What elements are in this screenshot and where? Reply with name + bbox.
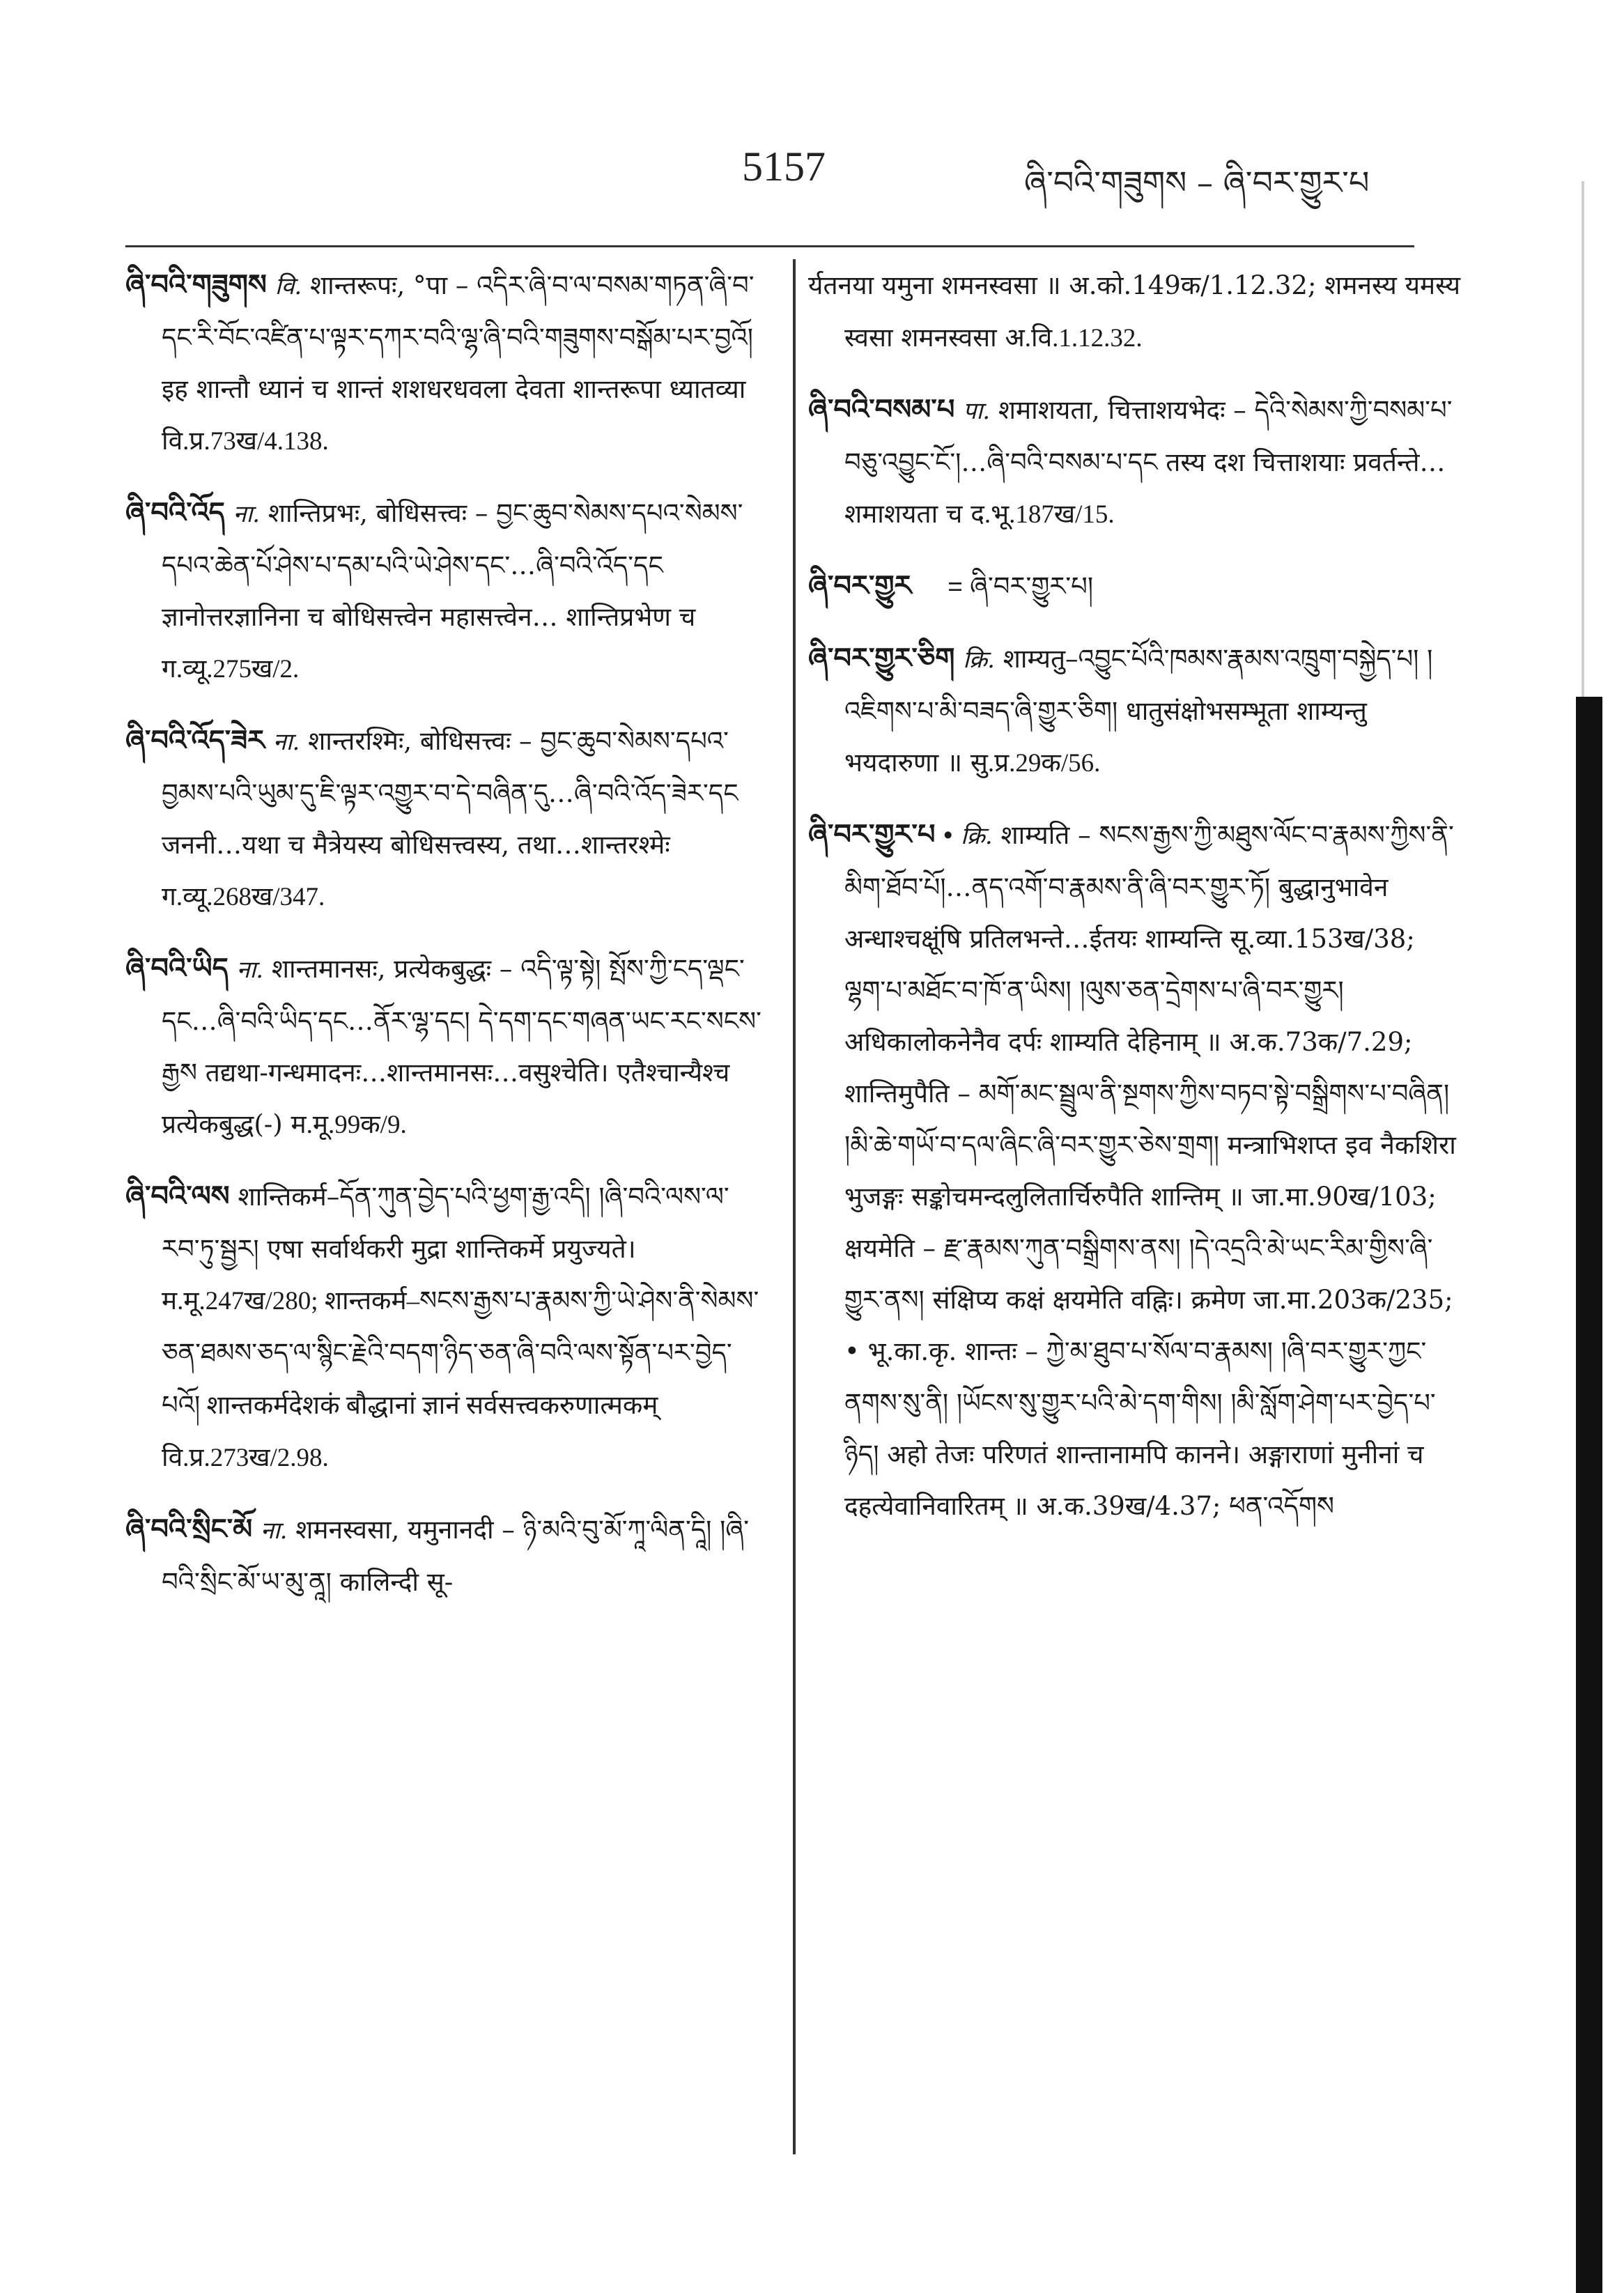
dictionary-entry-continued	[808, 259, 1463, 364]
entry-reference: द.भू.187ख/15.	[970, 500, 1115, 529]
entry-grammar: ना.	[236, 956, 264, 984]
right-column	[808, 259, 1463, 1552]
entry-headword: ཞི་བར་གྱུར་པ	[808, 818, 936, 851]
entry-bullet: •	[943, 821, 953, 849]
column-rule	[793, 259, 796, 2154]
dictionary-entry	[125, 715, 766, 923]
page-number: 5157	[742, 144, 826, 190]
header-rule	[125, 245, 1414, 247]
dictionary-entry	[125, 943, 766, 1151]
entry-reference: अ.वि.1.12.32.	[1005, 324, 1143, 353]
entry-headword: ཞི་བའི་བསམ་པ	[808, 393, 955, 426]
dictionary-entry	[808, 633, 1463, 789]
dictionary-entry	[125, 259, 766, 468]
entry-headword: ཞི་བའི་གཟུགས	[125, 268, 267, 301]
entry-body: शान्तिप्रभः, बोधिसत्त्वः – བྱང་ཆུབ་སེམས་དཔའ་སེམས་དཔའ་ཆེན་པོ་ཤེས་པ་དམ་པའི་ཡེ་ཤེས་དང་…ཞི་བའི་འོད་དང ज्ञानोत्तरज्ञानिना च बोधिसत्त्वेन महासत्त्वेन… शान्तिप्रभेण च	[162, 498, 743, 632]
entry-body: शाम्यति – སངས་རྒྱས་ཀྱི་མཐུས་ལོང་བ་རྣམས་ཀྱིས་ནི་མིག་ཐོབ་པོ།…ནད་འགོ་བ་རྣམས་ནི་ཞི་བར་གྱུར་ཏོ། बुद्धानुभावेन अन्धाश्चक्षूंषि प्रतिलभन्ते…ईतयः शाम्यन्ति सू.व्या.153ख/38; ལྷག་པ་མཐོང་བ་ཁོ་ན་ཡིས། །ལུས་ཅན་དྲེགས་པ་ཞི་བར་གྱུར། अधिकालोकनेनैव दर्पः शाम्यति देहिनाम् ॥ अ.क.73क/7.29; शान्तिमुपैति – མགོ་མང་སྦྲུལ་ནི་སྔགས་ཀྱིས་བཏབ་སྟེ་བསྒྲིགས་པ་བཞིན། །མི་ཆེ་གཡོ་བ་དལ་ཞིང་ཞི་བར་གྱུར་ཅེས་གྲག། मन्त्राभिशप्त इव नैकशिरा भुजङ्गः सङ्कोचमन्दलुलितार्चिरुपैति शान्तिम् ॥ जा.मा.90ख/103; क्षयमेति – རྫ་རྣམས་ཀུན་བསྒྲིགས་ནས། །དེ་འདྲའི་མེ་ཡང་རིམ་གྱིས་ཞི་གྱུར་ནས། संक्षिप्य कक्षं क्षयमेति वह्निः। क्रमेण जा.मा.203क/235;	[844, 820, 1456, 1315]
entry-body: शान्तमानसः, प्रत्येकबुद्धः – འདི་ལྟ་སྟེ། སྤོས་ཀྱི་ངད་ལྡང་དང…ཞི་བའི་ཡིད་དང…ནོར་ལྷ་དང། དེ་དག་དང་གཞན་ཡང་རང་སངས་རྒྱས तद्यथा-गन्धमादनः…शान्तमानसः…वसुश्चेति। एतैश्चान्यैश्च प्रत्येकबुद्ध(-)	[162, 954, 761, 1139]
entry-grammar: ना.	[260, 1517, 288, 1545]
entry-body: = ཞི་བར་གྱུར་པ།	[948, 572, 1094, 601]
entry-grammar: वि.	[274, 272, 302, 300]
entry-grammar: ना.	[272, 728, 300, 756]
left-column	[125, 259, 766, 1628]
entry-reference: म.मू.99क/9.	[291, 1111, 407, 1139]
entry-headword: ཞི་བར་གྱུར་ཅིག	[808, 642, 955, 674]
entry-headword: ཞི་བའི་ཡིད	[125, 952, 229, 985]
dictionary-entry	[125, 1171, 766, 1484]
entry-body: शाम्यतु–འབྱུང་པོའི་ཁམས་རྣམས་འཁྲུག་བསྐྱེད་པ། །འཇིགས་པ་མི་བཟད་ཞི་གྱུར་ཅིག། धातुसंक्षोभसम्भूता शाम्यन्तु भयदारुणा ॥	[844, 644, 1433, 778]
entry-grammar: क्रि.	[963, 646, 995, 674]
entry-body: शमाशयता, चित्ताशयभेदः – དེའི་སེམས་ཀྱི་བསམ་པ་བཅུ་འབྱུང་ངོ་།…ཞི་བའི་བསམ་པ་དང तस्य दश चित्ताशयाः प्रवर्तन्ते…शमाशयता च	[844, 395, 1453, 529]
entry-headword: ཞི་བའི་འོད	[125, 496, 225, 529]
entry-grammar: क्रि.	[960, 822, 993, 850]
entry-body: शमनस्वसा, यमुनानदी – ཉི་མའི་བུ་མོ་ཀཱ་ལིན་དཱི། །ཞི་བའི་སྲིང་མོ་ཡ་མུ་ནཱ། कालिन्दी सू-	[162, 1515, 750, 1597]
dictionary-entry	[808, 384, 1463, 541]
running-head: ཞི་བའི་གཟུགས – ཞི་བར་གྱུར་པ	[1024, 164, 1370, 201]
entry-grammar: पा.	[963, 397, 991, 425]
entry-body: शान्तरश्मिः, बोधिसत्त्वः – བྱང་ཆུབ་སེམས་དཔའ་བྱམས་པའི་ཡུམ་དུ་ཇི་ལྟར་འགྱུར་བ་དེ་བཞིན་དུ…ཞི་བའི་འོད་ཟེར་དང जननी…यथा च मैत्रेयस्य बोधिसत्त्वस्य, तथा…शान्तरश्मेः	[162, 726, 738, 860]
entry-reference: वि.प्र.73ख/4.138.	[162, 427, 329, 456]
entry-reference: ग.व्यू.275ख/2.	[162, 655, 300, 684]
entry-headword: ཞི་བར་གྱུར	[808, 569, 912, 602]
entry-headword: ཞི་བའི་འོད་ཟེར	[125, 724, 265, 757]
page-edge-bar	[1576, 697, 1602, 2293]
entry-reference: सु.प्र.29क/56.	[970, 749, 1101, 778]
dictionary-entry	[125, 487, 766, 695]
entry-body: शान्तिकर्म–དོན་ཀུན་བྱེད་པའི་ཕྱག་རྒྱ་འདི། །ཞི་བའི་ལས་ལ་རབ་ཏུ་སྦྱར། एषा सर्वार्थकरी मुद्रा शान्तिकर्मे प्रयुज्यते।	[162, 1182, 729, 1264]
dictionary-entry	[808, 809, 1463, 1532]
entry-headword: ཞི་བའི་སྲིང་མོ	[125, 1513, 253, 1545]
entry-grammar: ना.	[233, 500, 261, 528]
entry-reference: म.मू.247ख/280; शान्तकर्म–སངས་རྒྱས་པ་རྣམས་ཀྱི་ཡེ་ཤེས་ནི་སེམས་ཅན་ཐམས་ཅད་ལ་སྙིང་རྗེའི་བདག་ཉིད་ཅན་ཞི་བའི་ལས་སྟོན་པར་བྱེད་པའོ། शान्तकर्मदेशकं बौद्धानां ज्ञानं सर्वसत्त्वकरुणात्मकम् वि.प्र.273ख/2.98.	[162, 1287, 759, 1472]
entry-body: र्यतनया यमुना शमनस्वसा ॥ अ.को.149क/1.12.32; शमनस्य यमस्य स्वसा शमनस्वसा	[808, 270, 1461, 353]
dictionary-entry	[808, 560, 1463, 613]
dictionary-entry	[125, 1504, 766, 1609]
entry-reference: ग.व्यू.268ख/347.	[162, 883, 325, 911]
entry-headword: ཞི་བའི་ལས	[125, 1180, 230, 1212]
entry-reference: • भू.का.कृ. शान्तः – ཀྱེ་མ་ཐུབ་པ་སོལ་བ་རྣམས། །ཞི་བར་གྱུར་ཀྱང་ནགས་སུ་ནི། །ཡོངས་སུ་གྱུར་པའི་མེ་དག་གིས། །མི་སློག་ཤེག་པར་བྱེད་པ་ཉིད། अहो तेजः परिणतं शान्तानामपि कानने। अङ्गाराणां मुनीनां च दहत्येवानिवारितम् ॥ अ.क.39ख/4.37; ཕན་འདོགས	[844, 1336, 1436, 1521]
page-edge-line	[1582, 181, 1584, 697]
entry-body: शान्तरूपः, °पा – འདིར་ཞི་བ་ལ་བསམ་གཏན་ཞི་བ་དང་རི་བོང་འཛིན་པ་ལྟར་དཀར་བའི་ལྷ་ཞི་བའི་གཟུགས་བསྒོམ་པར་བྱའོ། इह शान्तौ ध्यानं च शान्तं शशधरधवला देवता शान्तरूपा ध्यातव्या	[162, 270, 755, 404]
